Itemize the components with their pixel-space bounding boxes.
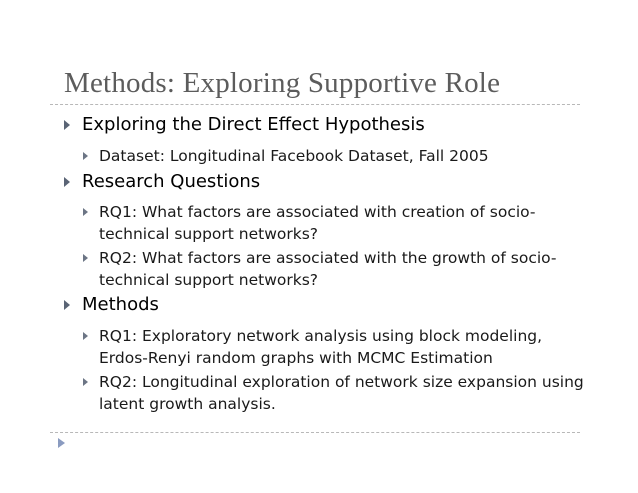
bullet-line: Dataset: Longitudinal Facebook Dataset, Fall 2005	[99, 147, 489, 165]
bullet-line: Erdos-Renyi random graphs with MCMC Estimation	[99, 349, 493, 367]
bullet-arrow-icon	[64, 177, 70, 187]
bullet-line: latent growth analysis.	[99, 395, 276, 413]
bullet-line: RQ1: Exploratory network analysis using block modeling,	[99, 327, 543, 345]
sub-bullet-arrow-icon	[83, 152, 88, 160]
sub-bullet-arrow-icon	[83, 378, 88, 386]
bullet-arrow-icon	[64, 300, 70, 310]
bullet-arrow-icon	[64, 120, 70, 130]
bullet-line: RQ2: Longitudinal exploration of network size expansion using	[99, 373, 584, 391]
footer-arrow-icon	[58, 438, 65, 448]
bullet-line: RQ2: What factors are associated with the growth of socio-	[99, 249, 557, 267]
sub-bullet-arrow-icon	[83, 332, 88, 340]
sub-bullet-arrow-icon	[83, 208, 88, 216]
bullet-label: Research Questions	[82, 171, 261, 192]
footer-divider	[50, 432, 580, 433]
bullet-line: technical support networks?	[99, 271, 319, 289]
bullet-line: technical support networks?	[99, 225, 319, 243]
bullet-label: Exploring the Direct Effect Hypothesis	[82, 114, 425, 135]
sub-bullet-arrow-icon	[83, 254, 88, 262]
slide-title: Methods: Exploring Supportive Role	[64, 67, 501, 99]
bullet-label: Methods	[82, 294, 159, 315]
bullet-line: RQ1: What factors are associated with creation of socio-	[99, 203, 536, 221]
